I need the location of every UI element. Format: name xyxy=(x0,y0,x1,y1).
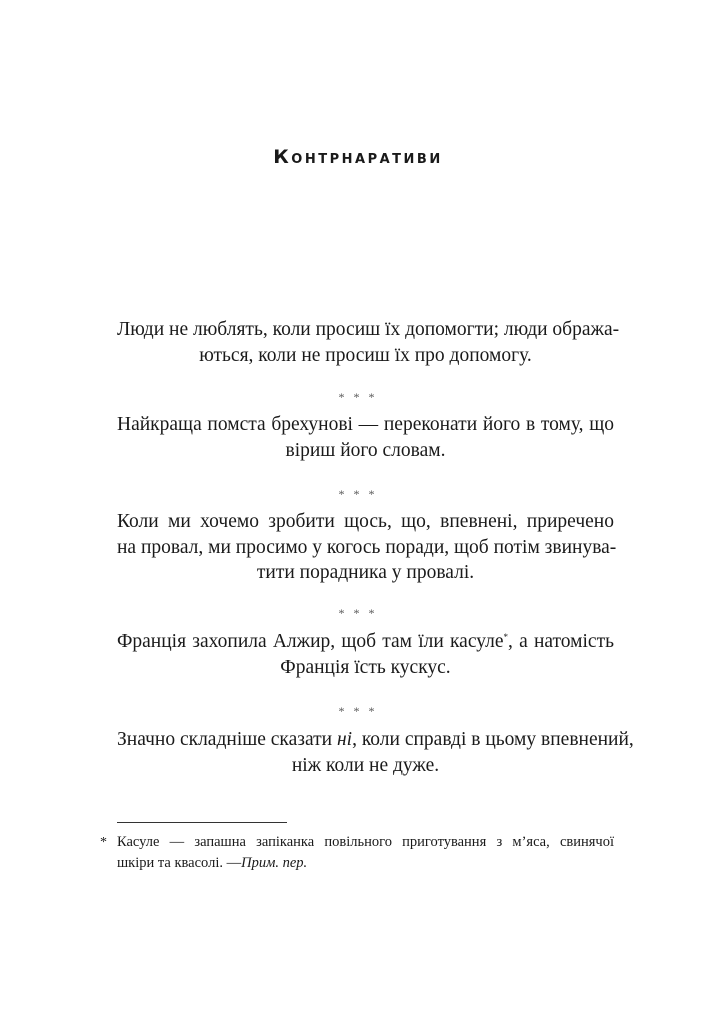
text-line: на провал, ми просимо у когось поради, щоб потім звинува- xyxy=(117,536,617,558)
footnote-reference[interactable]: * xyxy=(503,632,509,642)
footnote-divider xyxy=(117,822,287,823)
paragraph-5 xyxy=(117,727,634,778)
paragraph-3 xyxy=(117,509,617,586)
text-line: ніж коли не дуже. xyxy=(291,754,440,776)
section-separator: * * * xyxy=(338,704,378,718)
text-line: Коли ми хочемо зробити щось, що, впевнені, приречено xyxy=(117,511,614,532)
emphasis: ні xyxy=(336,729,353,750)
footnote-mark: * xyxy=(100,835,107,850)
text-line xyxy=(117,727,634,753)
translator-note: Прим. пер. xyxy=(241,855,308,871)
chapter-title: Контрнаративи xyxy=(273,146,443,168)
footnote-line xyxy=(117,853,614,874)
text-segment: Значно складніше сказати xyxy=(117,729,337,750)
text-line xyxy=(117,629,614,655)
section-separator: * * * xyxy=(338,606,378,620)
text-segment: Франція захопила Алжир, щоб там їли касуле xyxy=(117,631,504,652)
text-line: Найкраща помста брехунові — переконати його в тому, що xyxy=(117,414,614,435)
text-line: ються, коли не просиш їх про допомогу. xyxy=(199,344,532,366)
text-line: віриш його словам. xyxy=(285,439,446,461)
text-segment: , а натомість xyxy=(508,631,614,652)
text-line: Люди не люблять, коли просиш їх допомогти; люди обража- xyxy=(117,319,620,340)
paragraph-2 xyxy=(117,412,614,463)
text-segment: , коли справді в цьому впевнений, xyxy=(352,729,634,750)
text-segment: шкіри та квасолі. — xyxy=(117,855,242,871)
footnote xyxy=(117,832,614,874)
paragraph-1 xyxy=(117,317,620,368)
text-line: Франція їсть кускус. xyxy=(280,656,451,678)
paragraph-4 xyxy=(117,629,614,680)
section-separator: * * * xyxy=(338,390,378,404)
section-separator: * * * xyxy=(338,487,378,501)
footnote-line: Касуле — запашна запіканка повільного приготування з м’яса, свинячої xyxy=(117,834,614,850)
text-line: тити порадника у провалі. xyxy=(256,562,475,583)
